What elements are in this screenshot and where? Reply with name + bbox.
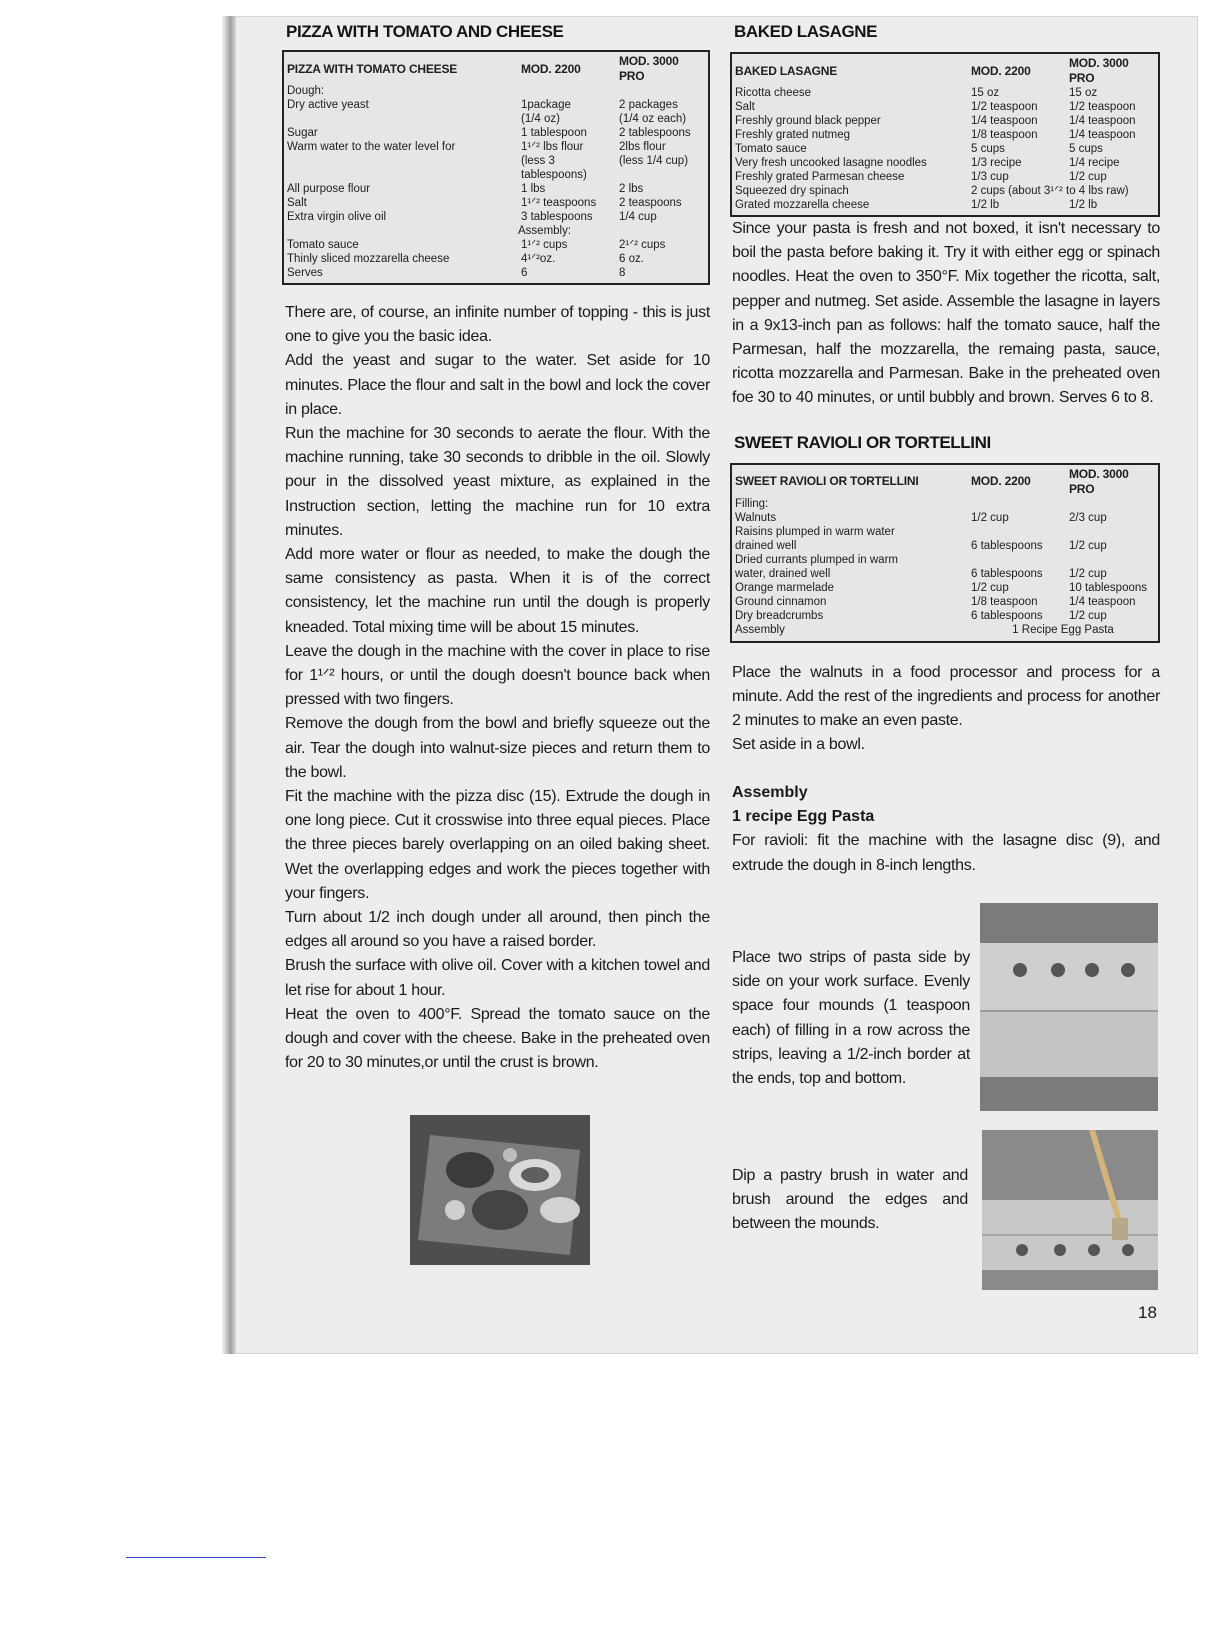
- table-row: drained well 6 tablespoons 1/2 cup: [735, 539, 1107, 552]
- pizza-photo: [410, 1115, 590, 1265]
- ravioli-heading: SWEET RAVIOLI OR TORTELLINI: [734, 432, 991, 452]
- table-row: Orange marmelade 1/2 cup 10 tablespoons: [735, 581, 1148, 594]
- pizza-ingredients-table: [282, 50, 710, 285]
- ravioli-ingredients-table: [730, 463, 1160, 643]
- pizza-paragraph: Add the yeast and sugar to the water. Set aside for 10 minutes. Place the flour and salt in the bowl and lock the cover in place.: [285, 352, 710, 418]
- pizza-paragraph: There are, of course, an infinite number of topping - this is just one to give you the basic idea.: [285, 304, 710, 346]
- binding-edge: [222, 16, 236, 1354]
- table-row: Dried currants plumped in warm: [735, 553, 898, 566]
- table-row: Assembly 1 Recipe Egg Pasta: [735, 623, 1114, 636]
- table-row: Thinly sliced mozzarella cheese 4¹ᐟ²oz. 6 oz.: [287, 253, 644, 265]
- col-3000: MOD. 3000 PRO: [619, 54, 679, 83]
- table-row: Raisins plumped in warm water: [735, 525, 895, 538]
- table-title: SWEET RAVIOLI OR TORTELLINI: [735, 474, 919, 489]
- extrude-paragraph: For ravioli: fit the machine with the lasagne disc (9), and extrude the dough in 8-inch lengths.: [732, 832, 1160, 874]
- col-2200: MOD. 2200: [521, 61, 581, 76]
- table-row: Walnuts 1/2 cup 2/3 cup: [735, 511, 1107, 524]
- pizza-paragraph: Heat the oven to 400°F. Spread the tomato sauce on the dough and cover with the cheese. Bake in the preheated oven for 20 to 30 minutes,or until the crust is brown.: [285, 1005, 710, 1072]
- assembly-label: Assembly:: [518, 225, 572, 237]
- lasagne-paragraph: Since your pasta is fresh and not boxed, it isn't necessary to boil the pasta before baking it. Try it with either egg or spinach noodles. Heat the oven to 350°F. Mix together the ricotta, salt, pepper and nutmeg. Set aside. Assemble the lasagne in layers in a 9x13-inch pan as follows: half the tomato sauce, half the Parmesan, half the mozzarella, the remaing pasta, sauce, ricotta mozzarella and Parmesan. Bake in the preheated oven foe 30 to 40 minutes, or until bubbly and brown. Serves 6 to 8.: [732, 220, 1160, 407]
- table-row: All purpose flour 1 lbs 2 lbs: [287, 183, 644, 195]
- table-row: Dry breadcrumbs 6 tablespoons 1/2 cup: [735, 609, 1107, 622]
- table-row: water, drained well 6 tablespoons 1/2 cup: [735, 567, 1107, 580]
- pizza-instructions: [282, 301, 710, 1076]
- table-row: (less 3 tablespoons) (less 1/4 cup): [521, 155, 689, 181]
- brush-paragraph: Dip a pastry brush in water and brush around the edges and between the mounds.: [732, 1167, 968, 1233]
- right-column: [730, 20, 1160, 878]
- footer-rule: [126, 1557, 266, 1558]
- col-3000: MOD. 3000 PRO: [1069, 56, 1129, 85]
- pizza-paragraph: Brush the surface with olive oil. Cover with a kitchen towel and let rise for about 1 hour.: [285, 957, 710, 999]
- table-row: Salt 1¹ᐟ² teaspoons 2 teaspoons: [287, 197, 682, 209]
- table-row: Extra virgin olive oil 3 tablespoons 1/4 cup: [287, 211, 657, 223]
- left-column: [282, 20, 710, 1076]
- table-row: Warm water to the water level for 1¹ᐟ² lbs flour 2lbs flour: [287, 141, 666, 153]
- table-row: (1/4 oz) (1/4 oz each): [521, 113, 687, 125]
- pizza-paragraph: Turn about 1/2 inch dough under all around, then pinch the edges all around so you have a raised border.: [285, 909, 710, 951]
- set-aside-paragraph: Set aside in a bowl.: [732, 736, 865, 754]
- table-row: Freshly ground black pepper 1/4 teaspoon 1/4 teaspoon: [735, 115, 1136, 127]
- pizza-heading: PIZZA WITH TOMATO AND CHEESE: [286, 22, 564, 41]
- table-row: Ground cinnamon 1/8 teaspoon 1/4 teaspoon: [735, 595, 1136, 608]
- pizza-paragraph: Add more water or flour as needed, to make the dough the same consistency as pasta. When it is of the correct consistency, let the machine run until the dough is properly kneaded. Total mixing time will be about 15 minutes.: [285, 546, 710, 636]
- table-title: BAKED LASAGNE: [735, 63, 838, 78]
- assembly-heading: Assembly: [732, 784, 808, 802]
- pizza-paragraph: Run the machine for 30 seconds to aerate the flour. With the machine running, take 30 seconds to dribble in the oil. Slowly pour in the dissolved yeast mixture, as explained in the Instruction section, letting the machine run for 10 extra minutes.: [285, 425, 710, 539]
- col-3000: MOD. 3000 PRO: [1069, 466, 1129, 496]
- table-row: Serves 6 8: [287, 267, 626, 279]
- table-row: Sugar 1 tablespoon 2 tablespoons: [287, 127, 691, 139]
- ravioli-strips-photo: [980, 903, 1158, 1111]
- strips-paragraph: Place two strips of pasta side by side on your work surface. Evenly space four mounds (1 teaspoon each) of filling in a row across the strips, leaving a 1/2-inch border at the ends, top and bottom.: [732, 949, 970, 1088]
- table-row: Filling:: [735, 497, 769, 510]
- pizza-paragraph: Fit the machine with the pizza disc (15). Extrude the dough in one long piece. Cut it crosswise into three equal pieces. Place the three pieces barely overlapping on an oiled baking sheet. Wet the overlapping edges and work the pieces together with your fingers.: [285, 788, 710, 902]
- table-row: Ricotta cheese 15 oz 15 oz: [735, 87, 1098, 99]
- pizza-paragraph: Remove the dough from the bowl and briefly squeeze out the air. Tear the dough into walnut-size pieces and return them to the bowl.: [285, 715, 710, 781]
- filling-paragraph: Place the walnuts in a food processor and process for a minute. Add the rest of the ingredients and process for another 2 minutes to make an even paste.: [732, 663, 1160, 730]
- table-row: Freshly grated Parmesan cheese 1/3 cup 1/2 cup: [735, 171, 1107, 183]
- assembly-label-row: [283, 224, 709, 238]
- pastry-brush-photo: [982, 1130, 1158, 1290]
- lasagne-heading: BAKED LASAGNE: [734, 22, 878, 41]
- table-row: Tomato sauce 5 cups 5 cups: [735, 143, 1103, 155]
- col-2200: MOD. 2200: [971, 63, 1031, 78]
- table-row: Salt 1/2 teaspoon 1/2 teaspoon: [735, 101, 1136, 113]
- lasagne-ingredients-table: [730, 52, 1160, 217]
- egg-pasta-heading: 1 recipe Egg Pasta: [732, 808, 875, 826]
- page-number: 18: [1138, 1303, 1157, 1322]
- table-row: Dry active yeast 1package 2 packages: [287, 99, 678, 111]
- table-row: Very fresh uncooked lasagne noodles 1/3 recipe 1/4 recipe: [735, 157, 1120, 169]
- table-row: Tomato sauce 1¹ᐟ² cups 2¹ᐟ² cups: [287, 239, 666, 251]
- col-2200: MOD. 2200: [971, 474, 1031, 489]
- table-row: Freshly grated nutmeg 1/8 teaspoon 1/4 teaspoon: [735, 129, 1136, 141]
- table-row: Grated mozzarella cheese 1/2 lb 1/2 lb: [735, 199, 1098, 211]
- pizza-paragraph: Leave the dough in the machine with the cover in place to rise for 1¹ᐟ² hours, or until the dough doesn't bounce back when pressed with two fingers.: [285, 642, 710, 709]
- table-title: PIZZA WITH TOMATO CHEESE: [287, 61, 458, 76]
- table-row: Dough:: [287, 85, 325, 97]
- table-row: Squeezed dry spinach 2 cups (about 3¹ᐟ² to 4 lbs raw): [735, 185, 1129, 197]
